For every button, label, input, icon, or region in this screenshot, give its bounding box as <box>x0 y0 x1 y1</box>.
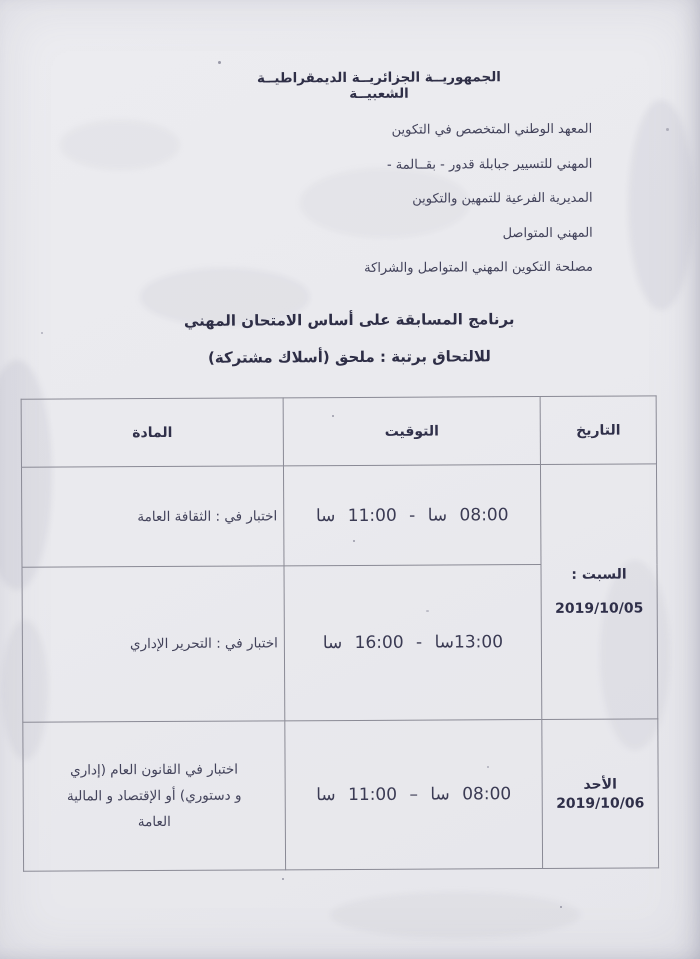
country-title: الجمهوريــة الجزائريــة الديمقراطيــة الشعبيــة <box>256 69 501 102</box>
subject-text: اختبار في القانون العام (إداري و دستوري) أو الإقتصاد و المالية العامة <box>66 761 242 831</box>
time-cell: 08:00 سا - 11:00 سا <box>283 465 541 566</box>
institution-line: المعهد الوطني المتخصص في التكوين <box>391 121 593 138</box>
date-value: 2019/10/06 <box>556 794 645 812</box>
date-cell-saturday <box>540 464 657 720</box>
program-title-line1: برنامج المسابقة على أساس الامتحان المهني <box>183 310 515 330</box>
program-title-line2: للالتحاق برتبة : ملحق (أسلاك مشتركة) <box>207 347 491 367</box>
exam-schedule-table <box>21 395 659 871</box>
subject-cell: اختبار في : التحرير الإداري <box>22 566 285 722</box>
time-cell: 08:00 سا – 11:00 سا <box>285 719 543 869</box>
table-header-row <box>21 396 656 467</box>
column-header-time: التوقيت <box>283 397 540 466</box>
subject-cell <box>23 721 286 871</box>
table-row <box>23 719 659 871</box>
date-label: السبت : <box>571 566 627 583</box>
table-row <box>21 464 657 567</box>
time-cell: 13:00سا - 16:00 سا <box>284 565 542 721</box>
program-title <box>0 305 699 372</box>
date-label: الأحد <box>583 776 617 793</box>
column-header-date: التاريخ <box>540 396 656 465</box>
institution-line: المهني للتسيير جبابلة قدور - بقــالمة - <box>386 156 593 173</box>
institution-line: المهني المتواصل <box>502 225 593 241</box>
institution-line: مصلحة التكوين المهني المتواصل والشراكة <box>364 259 593 276</box>
date-cell-sunday <box>542 719 659 869</box>
column-header-subject: المادة <box>21 398 283 467</box>
subject-cell: اختبار في : الثقافة العامة <box>21 466 284 567</box>
institution-header <box>262 113 593 287</box>
date-value: 2019/10/05 <box>555 600 644 617</box>
institution-line: المديرية الفرعية للتمهين والتكوين <box>412 190 593 207</box>
